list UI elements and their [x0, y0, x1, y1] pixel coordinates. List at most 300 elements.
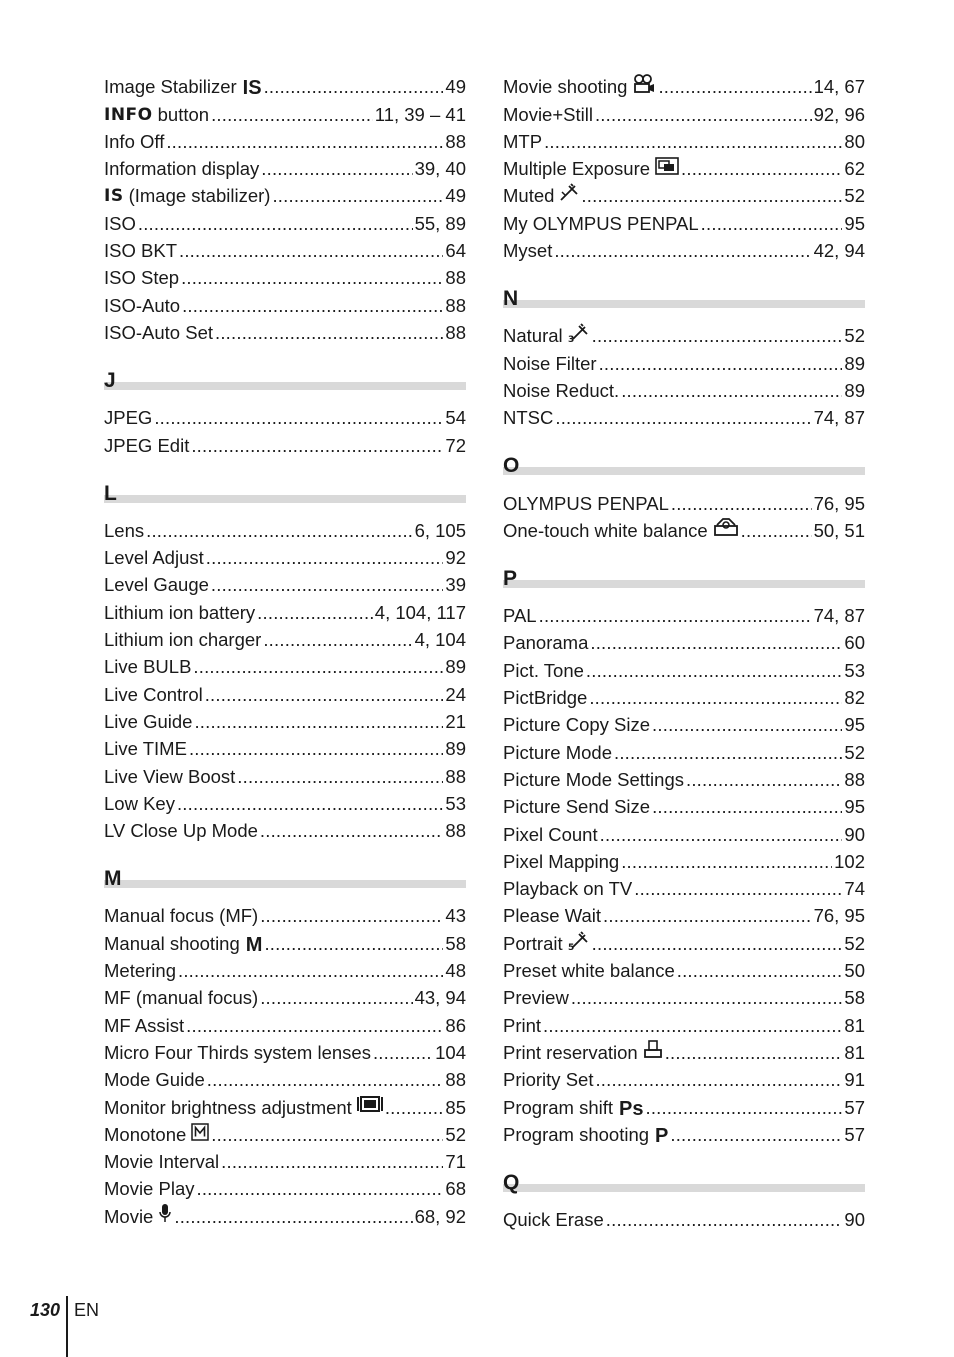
index-entry: [503, 927, 865, 954]
index-entry: [503, 1064, 865, 1091]
index-term-group: [104, 104, 209, 126]
page-reference: 88: [445, 1069, 466, 1091]
index-term: Manual shooting: [104, 932, 240, 954]
index-term: Live Control: [104, 683, 203, 705]
index-term-group: [104, 295, 180, 317]
index-term: Lens: [104, 519, 145, 541]
index-term-group: [104, 574, 209, 596]
index-term: Pixel Count: [503, 823, 598, 845]
index-term-group: [104, 987, 258, 1009]
page-reference: 86: [445, 1014, 466, 1036]
index-term-group: [503, 157, 679, 180]
page-reference: 92: [445, 547, 466, 569]
index-term: Movie: [104, 1205, 154, 1227]
index-column-left: [104, 71, 466, 1228]
leader-dots: [138, 213, 413, 235]
index-entry: [503, 709, 865, 736]
index-entry: [503, 126, 865, 153]
index-term: NTSC: [503, 407, 554, 429]
leader-dots: [652, 714, 842, 736]
index-term: Noise Reduct.: [503, 379, 620, 401]
leader-dots: [215, 322, 443, 344]
svg-text:5: 5: [567, 942, 574, 950]
page-reference: 81: [844, 1014, 865, 1036]
index-term-group: [104, 766, 235, 788]
index-term: Live Guide: [104, 710, 193, 732]
page-reference: 57: [844, 1096, 865, 1118]
index-term: Pixel Mapping: [503, 850, 620, 872]
index-term-group: [104, 1123, 209, 1146]
leader-dots: [592, 933, 843, 955]
section-rule: [503, 467, 865, 475]
section-rule: [503, 580, 865, 588]
index-term-group: [503, 1124, 668, 1146]
page-reference: 89: [445, 738, 466, 760]
mode-symbol: M: [245, 933, 263, 956]
index-term: Preset white balance: [503, 960, 675, 982]
index-term: Priority Set: [503, 1069, 594, 1091]
leader-dots: [741, 520, 812, 542]
monotone-icon: [191, 1123, 209, 1146]
leader-dots: [658, 76, 811, 98]
page-number: 130: [30, 1300, 61, 1320]
index-term: Movie Play: [104, 1178, 195, 1200]
page-reference: 95: [844, 212, 865, 234]
index-term: Movie+Still: [503, 103, 593, 125]
leader-dots: [154, 407, 443, 429]
index-term: Multiple Exposure: [503, 158, 651, 180]
index-term: Natural: [503, 325, 563, 347]
index-entry: [503, 982, 865, 1009]
page-reference: 52: [844, 741, 865, 763]
leader-dots: [595, 1069, 842, 1091]
index-term-group: [503, 824, 598, 846]
leader-dots: [177, 793, 443, 815]
page-reference: 82: [844, 687, 865, 709]
index-term: Micro Four Thirds system lenses: [104, 1041, 371, 1063]
index-term-group: [104, 1042, 371, 1064]
index-term-group: [503, 104, 593, 126]
leader-dots: [186, 1015, 443, 1037]
picture-mode-3-icon: [568, 322, 590, 347]
index-term: Print reservation: [503, 1041, 638, 1063]
index-term: ISO Step: [104, 267, 180, 289]
index-term-group: [104, 1069, 205, 1091]
index-term-group: [104, 656, 191, 678]
index-term: Monitor brightness adjustment: [104, 1096, 352, 1118]
leader-dots: [221, 1151, 443, 1173]
leader-dots: [205, 684, 444, 706]
page-reference: 76, 95: [813, 492, 865, 514]
leader-dots: [178, 960, 443, 982]
index-term: Please Wait: [503, 905, 602, 927]
leader-dots: [590, 632, 842, 654]
page-reference: 43, 94: [414, 987, 466, 1009]
page-reference: 43: [445, 905, 466, 927]
index-term: Monotone: [104, 1123, 187, 1145]
leader-dots: [261, 158, 412, 180]
page-reference: 49: [445, 76, 466, 98]
page-reference: 74: [844, 878, 865, 900]
index-term-group: [503, 960, 675, 982]
leader-dots: [260, 820, 444, 842]
leader-dots: [571, 987, 843, 1009]
leader-dots: [652, 796, 842, 818]
leader-dots: [181, 267, 443, 289]
section-letter: Q: [503, 1170, 520, 1194]
index-entry: [503, 320, 865, 347]
leader-dots: [182, 295, 443, 317]
leader-dots: [166, 131, 443, 153]
index-term-group: [104, 407, 152, 429]
page-reference: 53: [445, 792, 466, 814]
index-entry: [104, 569, 466, 596]
index-term: Preview: [503, 987, 569, 1009]
index-entry: [503, 764, 865, 791]
index-term-group: [104, 213, 136, 235]
monitor-brightness-icon: [357, 1094, 383, 1119]
index-entry: [104, 235, 466, 262]
index-entry: [503, 487, 865, 514]
index-term: Pict. Tone: [503, 659, 584, 681]
index-term-group: [104, 1203, 172, 1228]
page-reference: 104: [435, 1041, 466, 1063]
index-term: (Image stabilizer): [128, 185, 271, 207]
index-entry: [503, 347, 865, 374]
index-term: ISO: [104, 212, 136, 234]
index-term: OLYMPUS PENPAL: [503, 492, 669, 514]
index-term-group: [104, 185, 270, 207]
leader-dots: [257, 602, 373, 624]
index-entry: [104, 153, 466, 180]
index-term: One-touch white balance: [503, 519, 708, 541]
multiple-exposure-icon: [655, 157, 679, 180]
index-entry: [104, 678, 466, 705]
page-reference: 89: [844, 352, 865, 374]
language-label: EN: [74, 1300, 100, 1320]
page-reference: 88: [445, 130, 466, 152]
index-term: ISO-Auto Set: [104, 321, 213, 343]
leader-dots: [272, 185, 443, 207]
page-reference: 50: [844, 960, 865, 982]
index-term-group: [104, 960, 176, 982]
page-reference: 81: [844, 1041, 865, 1063]
leader-dots: [211, 1124, 443, 1146]
index-term: Level Gauge: [104, 574, 209, 596]
section-header-p: [503, 556, 865, 592]
index-entry: [104, 815, 466, 842]
index-term-group: [503, 742, 612, 764]
index-entry: [503, 153, 865, 180]
index-entry: [503, 873, 865, 900]
page-reference: 89: [844, 379, 865, 401]
index-entry: [104, 542, 466, 569]
page-reference: 14, 67: [813, 76, 865, 98]
leader-dots: [621, 851, 832, 873]
index-entry: [104, 955, 466, 982]
page-reference: 74, 87: [813, 605, 865, 627]
index-term-prefix: IS: [104, 186, 124, 207]
index-entry: [104, 515, 466, 542]
page-reference: 52: [844, 325, 865, 347]
index-entry: [503, 375, 865, 402]
index-entry: [104, 706, 466, 733]
index-entry: [104, 402, 466, 429]
index-term-group: [104, 240, 177, 262]
index-term-group: [503, 213, 699, 235]
index-term-group: [503, 1015, 541, 1037]
index-entry: [104, 900, 466, 927]
index-term-group: [503, 878, 632, 900]
index-entry: [104, 71, 466, 98]
picture-mode-5-icon: [568, 930, 590, 955]
one-touch-wb-icon: [713, 517, 739, 542]
index-term-group: [503, 1039, 663, 1064]
page-reference: 62: [844, 158, 865, 180]
index-term: Playback on TV: [503, 878, 633, 900]
page-reference: 21: [445, 710, 466, 732]
index-entry: [104, 1173, 466, 1200]
page-reference: 55, 89: [414, 212, 466, 234]
index-term-group: [503, 1097, 643, 1119]
index-term-group: [104, 322, 213, 344]
index-entry: [503, 1119, 865, 1146]
index-term: Live BULB: [104, 656, 192, 678]
leader-dots: [701, 213, 843, 235]
leader-dots: [263, 629, 412, 651]
index-term-group: [503, 73, 656, 98]
index-term-group: [104, 905, 258, 927]
index-term: Portrait: [503, 932, 563, 954]
section-letter: O: [503, 454, 520, 478]
leader-dots: [179, 240, 443, 262]
index-term: MF (manual focus): [104, 987, 259, 1009]
index-term-group: [503, 182, 579, 207]
leader-dots: [207, 1069, 444, 1091]
index-term-group: [503, 660, 584, 682]
index-entry: [503, 955, 865, 982]
index-entry: [104, 289, 466, 316]
section-rule: [104, 382, 466, 390]
page-reference: 89: [445, 656, 466, 678]
index-term-prefix: INFO: [104, 104, 153, 125]
page-reference: 60: [844, 632, 865, 654]
index-entry: [503, 207, 865, 234]
page-reference: 90: [844, 1209, 865, 1231]
page-reference: 52: [844, 932, 865, 954]
page-reference: 68: [445, 1178, 466, 1200]
section-rule: [503, 300, 865, 308]
leader-dots: [665, 1042, 843, 1064]
index-entry: [104, 262, 466, 289]
leader-dots: [581, 185, 842, 207]
page-reference: 54: [445, 407, 466, 429]
leader-dots: [174, 1206, 412, 1228]
index-term-group: [104, 684, 203, 706]
index-term: Live TIME: [104, 738, 187, 760]
index-entry: [104, 207, 466, 234]
index-term: PictBridge: [503, 687, 588, 709]
index-entry: [104, 760, 466, 787]
leader-dots: [686, 769, 842, 791]
page-reference: 49: [445, 185, 466, 207]
mode-symbol: Ps: [619, 1097, 644, 1120]
index-term: Picture Mode: [503, 741, 612, 763]
page-reference: 52: [844, 185, 865, 207]
page-reference: 68, 92: [414, 1205, 466, 1227]
index-term: ISO BKT: [104, 240, 177, 262]
index-entry: [503, 402, 865, 429]
index-entry: [503, 515, 865, 542]
index-term: Manual focus (MF): [104, 905, 259, 927]
page-reference: 58: [844, 987, 865, 1009]
leader-dots: [681, 158, 842, 180]
page-reference: 39, 40: [414, 158, 466, 180]
leader-dots: [543, 1015, 842, 1037]
page-reference: 52: [445, 1123, 466, 1145]
leader-dots: [211, 104, 373, 126]
index-entry: [104, 1200, 466, 1227]
page-reference: 88: [844, 768, 865, 790]
leader-dots: [189, 738, 443, 760]
index-term-group: [503, 380, 619, 402]
leader-dots: [554, 240, 811, 262]
index-term-group: [104, 1178, 194, 1200]
index-entry: [104, 1037, 466, 1064]
page-reference: 42, 94: [813, 240, 865, 262]
index-entry: [503, 1037, 865, 1064]
leader-dots: [671, 493, 812, 515]
index-term: button: [157, 103, 210, 125]
page-reference: 80: [844, 130, 865, 152]
index-entry: [503, 846, 865, 873]
index-entry: [104, 788, 466, 815]
index-term-group: [503, 240, 552, 262]
index-entry: [503, 900, 865, 927]
leader-dots: [264, 933, 443, 955]
index-term-group: [104, 1015, 184, 1037]
index-entry: [503, 600, 865, 627]
page-reference: 76, 95: [813, 905, 865, 927]
index-term-group: [503, 353, 597, 375]
section-rule: [503, 1184, 865, 1192]
leader-dots: [600, 824, 843, 846]
index-term: Lithium ion battery: [104, 601, 256, 623]
page-reference: 72: [445, 434, 466, 456]
page-reference: 88: [445, 267, 466, 289]
page-reference: 39: [445, 574, 466, 596]
index-entry: [104, 1091, 466, 1118]
leader-dots: [196, 1178, 443, 1200]
index-term: Information display: [104, 158, 260, 180]
index-entry: [104, 651, 466, 678]
index-entry: [104, 1146, 466, 1173]
index-term: JPEG: [104, 407, 153, 429]
index-term-group: [503, 605, 537, 627]
index-term: Myset: [503, 240, 553, 262]
leader-dots: [599, 353, 843, 375]
index-term: Live View Boost: [104, 765, 236, 787]
page-reference: 4, 104, 117: [374, 601, 466, 623]
index-term-group: [503, 687, 587, 709]
index-term-group: [503, 714, 650, 736]
index-term-group: [104, 435, 189, 457]
index-entry: [503, 627, 865, 654]
section-rule: [104, 880, 466, 888]
index-entry: [104, 317, 466, 344]
leader-dots: [634, 878, 842, 900]
footer-divider: [66, 1296, 68, 1357]
index-term: Quick Erase: [503, 1209, 604, 1231]
index-entry: [503, 818, 865, 845]
index-term: Image Stabilizer: [104, 76, 237, 98]
index-entry: [104, 624, 466, 651]
index-entry: [104, 1009, 466, 1036]
leader-dots: [614, 742, 842, 764]
index-term-group: [104, 1094, 383, 1119]
index-entry: [503, 654, 865, 681]
index-term: Picture Mode Settings: [503, 768, 684, 790]
index-term-group: [104, 520, 144, 542]
index-term-group: [503, 632, 588, 654]
index-term-group: [503, 131, 542, 153]
index-term: PAL: [503, 605, 537, 627]
section-header-n: [503, 276, 865, 312]
leader-dots: [191, 435, 443, 457]
index-term: Muted: [503, 185, 555, 207]
page-reference: 91: [844, 1069, 865, 1091]
index-term: Panorama: [503, 632, 589, 654]
leader-dots: [677, 960, 843, 982]
index-term: Info Off: [104, 130, 165, 152]
leader-dots: [603, 905, 812, 927]
index-term-group: [104, 131, 164, 153]
index-entry: [503, 791, 865, 818]
page-reference: 74, 87: [813, 407, 865, 429]
index-term: Mode Guide: [104, 1069, 205, 1091]
index-term: LV Close Up Mode: [104, 820, 258, 842]
index-entry: [104, 429, 466, 456]
index-entry: [503, 1204, 865, 1231]
index-term: Program shift: [503, 1096, 614, 1118]
page-reference: 88: [445, 294, 466, 316]
index-term-group: [503, 796, 650, 818]
leader-dots: [373, 1042, 433, 1064]
index-entry: [503, 98, 865, 125]
index-entry: [104, 1064, 466, 1091]
index-entry: [503, 682, 865, 709]
index-term: MF Assist: [104, 1014, 185, 1036]
section-letter: P: [503, 566, 518, 590]
index-term-group: [503, 851, 619, 873]
page-reference: 71: [445, 1151, 466, 1173]
index-entry: [503, 1009, 865, 1036]
leader-dots: [211, 574, 444, 596]
index-entry: [104, 596, 466, 623]
page-reference: 57: [844, 1123, 865, 1145]
index-entry: [104, 180, 466, 207]
index-term-group: [503, 1069, 593, 1091]
index-entry: [104, 927, 466, 954]
index-entry: [503, 235, 865, 262]
index-term: My OLYMPUS PENPAL: [503, 212, 699, 234]
leader-dots: [586, 660, 843, 682]
index-term: Metering: [104, 960, 176, 982]
index-term-group: [104, 711, 192, 733]
page-reference: 88: [445, 321, 466, 343]
index-column-right: [503, 71, 865, 1231]
page-reference: 85: [445, 1096, 466, 1118]
